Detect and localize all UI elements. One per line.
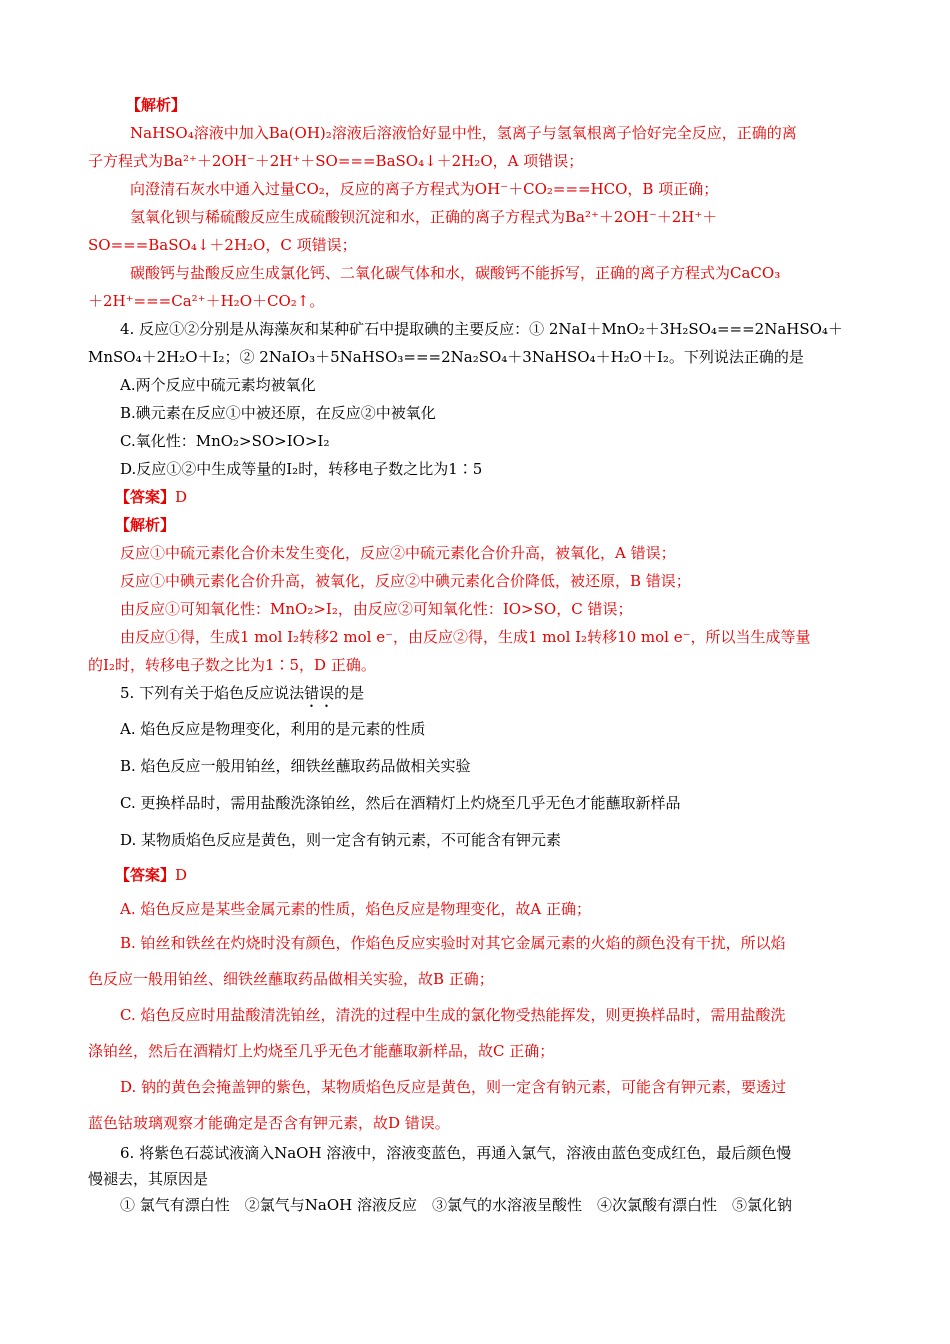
q5-analysis-line-5: 涤铂丝，然后在酒精灯上灼烧至几乎无色才能蘸取新样品，故C 正确； [88,1042,555,1060]
q3-analysis-line-2: 子方程式为Ba²⁺＋2OH⁻＋2H⁺＋SO===BaSO₄↓＋2H₂O，A 项错误； [88,152,584,170]
q3-analysis-header: 【解析】 [126,96,187,114]
q3-analysis-line-6: 碳酸钙与盐酸反应生成氯化钙、二氧化碳气体和水，碳酸钙不能拆写，正确的离子方程式为CaCO₃ [130,264,781,282]
q5-answer [115,864,905,886]
q5-stem-prefix: 5. 下列有关于焰色反应说法 [120,684,305,702]
q4-answer-value: D [175,488,188,506]
q5-stem-suffix: 的是 [334,684,365,702]
q4-option-c: C.氧化性：MnO₂>SO>IO>I₂ [120,432,330,450]
q5-option-d: D. 某物质焰色反应是黄色，则一定含有钠元素，不可能含有钾元素 [120,831,562,849]
q4-option-a: A.两个反应中硫元素均被氧化 [120,376,316,394]
q3-analysis-line-1: NaHSO₄溶液中加入Ba(OH)₂溶液后溶液恰好显中性，氢离子与氢氧根离子恰好完全反应，正确的离 [130,124,797,142]
q4-analysis-line-5: 的I₂时，转移电子数之比为1∶5，D 正确。 [88,656,376,674]
q4-analysis-line-1: 反应①中硫元素化合价未发生变化，反应②中硫元素化合价升高，被氧化，A 错误； [120,544,676,562]
q3-analysis-line-7: ＋2H⁺===Ca²⁺＋H₂O＋CO₂↑。 [88,292,325,310]
q5-analysis-line-4: C. 焰色反应时用盐酸清洗铂丝，清洗的过程中生成的氯化物受热能挥发，则更换样品时，需用盐酸洗 [120,1006,786,1024]
q6-stem-line-1: 6. 将紫色石蕊试液滴入NaOH 溶液中，溶液变蓝色，再通入氯气，溶液由蓝色变成红色，最后颜色慢 [120,1144,792,1162]
q5-analysis-line-6: D. 钠的黄色会掩盖钾的紫色，某物质焰色反应是黄色，则一定含有钠元素，可能含有钾元素，要透过 [120,1078,787,1096]
q4-option-b: B.碘元素在反应①中被还原，在反应②中被氧化 [120,404,436,422]
q4-option-d: D.反应①②中生成等量的I₂时，转移电子数之比为1∶5 [120,460,483,478]
q5-answer-label: 【答案】 [115,866,176,884]
q4-answer [115,486,905,508]
q4-answer-label: 【答案】 [115,488,176,506]
q5-option-b: B. 焰色反应一般用铂丝，细铁丝蘸取药品做相关实验 [120,757,471,775]
q6-options: ① 氯气有漂白性 ②氯气与NaOH 溶液反应 ③氯气的水溶液呈酸性 ④次氯酸有漂白性 ⑤氯化钠 [120,1196,792,1214]
q6-stem-line-2: 慢褪去，其原因是 [88,1170,209,1188]
q5-stem-emphasis: 错误 [304,684,335,702]
q4-analysis-header: 【解析】 [115,516,176,534]
q5-option-a: A. 焰色反应是物理变化，利用的是元素的性质 [120,720,426,738]
q5-analysis-line-3: 色反应一般用铂丝、细铁丝蘸取药品做相关实验，故B 正确； [88,970,494,988]
q4-analysis-line-3: 由反应①可知氧化性：MnO₂>I₂，由反应②可知氧化性：IO>SO，C 错误； [120,600,633,618]
q3-analysis-line-3: 向澄清石灰水中通入过量CO₂，反应的离子方程式为OH⁻＋CO₂===HCO，B 项正确； [130,180,719,198]
q5-analysis-line-7: 蓝色钴玻璃观察才能确定是否含有钾元素，故D 错误。 [88,1114,450,1132]
q4-analysis-line-4: 由反应①得，生成1 mol I₂转移2 mol e⁻，由反应②得，生成1 mol I₂转移10 mol e⁻，所以当生成等量 [120,628,811,646]
q3-analysis-line-5: SO===BaSO₄↓＋2H₂O，C 项错误； [88,236,357,254]
q5-stem [120,682,878,711]
q4-stem-line-2: MnSO₄＋2H₂O＋I₂；② 2NaIO₃＋5NaHSO₃===2Na₂SO₄＋3NaHSO₄＋H₂O＋I₂。下列说法正确的是 [88,348,804,366]
q5-option-c: C. 更换样品时，需用盐酸洗涤铂丝，然后在酒精灯上灼烧至几乎无色才能蘸取新样品 [120,794,681,812]
q3-analysis-line-4: 氢氧化钡与稀硫酸反应生成硫酸钡沉淀和水，正确的离子方程式为Ba²⁺＋2OH⁻＋2H⁺＋ [130,208,718,226]
q4-stem-line-1: 4. 反应①②分别是从海藻灰和某种矿石中提取碘的主要反应：① 2NaI＋MnO₂＋3H₂SO₄===2NaHSO₄＋ [120,320,843,338]
q4-analysis-line-2: 反应①中碘元素化合价升高，被氧化，反应②中碘元素化合价降低，被还原，B 错误； [120,572,691,590]
q5-answer-value: D [175,866,188,884]
q5-analysis-line-2: B. 铂丝和铁丝在灼烧时没有颜色，作焰色反应实验时对其它金属元素的火焰的颜色没有干扰，所以焰 [120,934,786,952]
q5-analysis-line-1: A. 焰色反应是某些金属元素的性质，焰色反应是物理变化，故A 正确； [120,900,591,918]
